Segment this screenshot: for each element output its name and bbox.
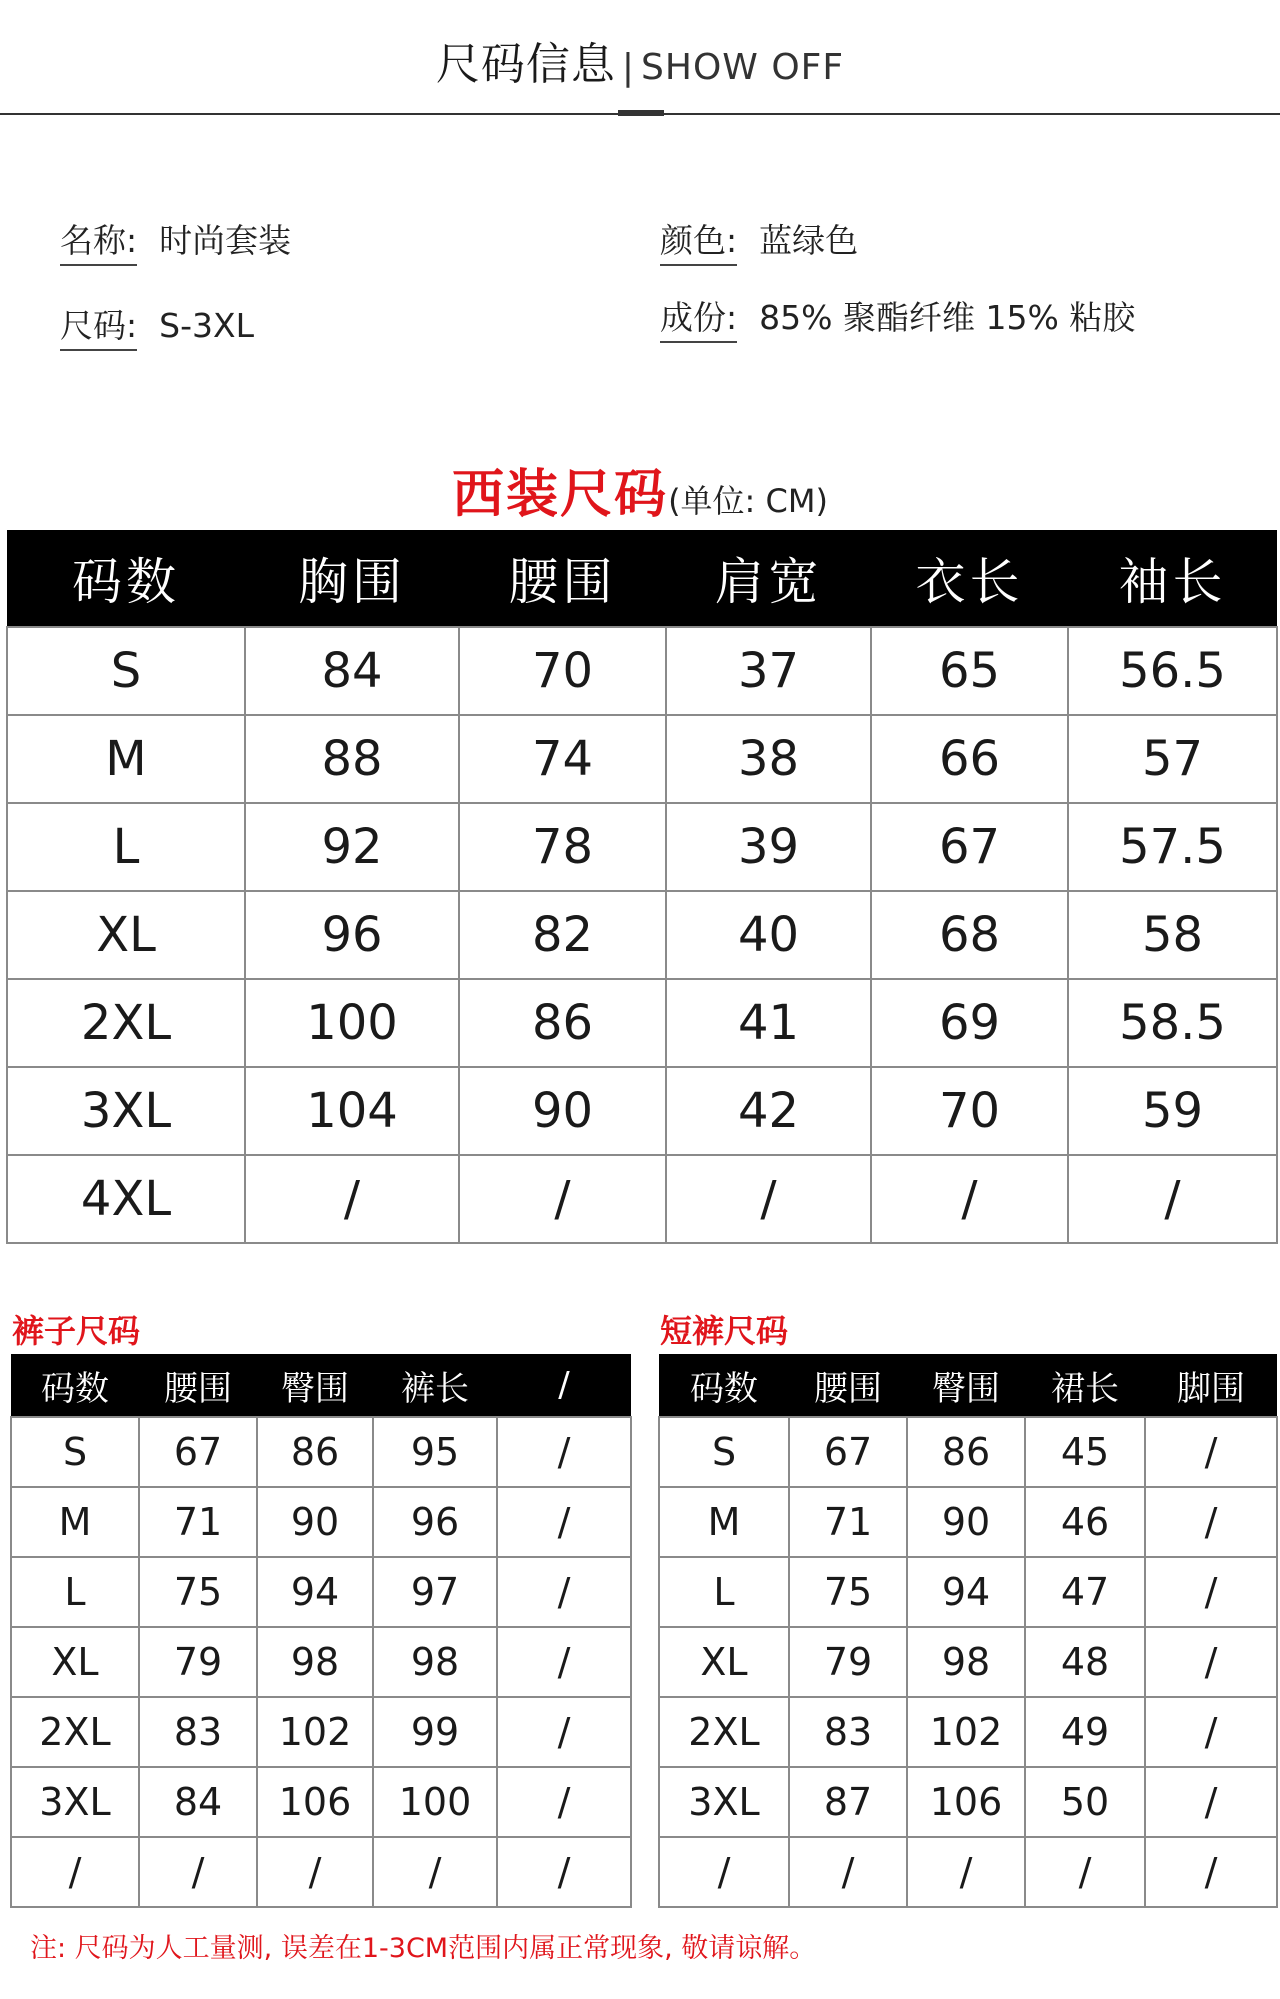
suit-table-cell: 56.5: [1068, 627, 1277, 715]
shorts-table-cell: /: [1145, 1767, 1277, 1837]
suit-header-cell: 胸围: [245, 530, 459, 627]
suit-table-cell: 96: [245, 891, 459, 979]
shorts-header-row: [659, 1354, 1277, 1417]
pants-table-cell: /: [373, 1837, 497, 1907]
shorts-table-cell: 83: [789, 1697, 907, 1767]
pants-header-cell: 码数: [11, 1354, 139, 1417]
suit-table-cell: 92: [245, 803, 459, 891]
suit-table-cell: 41: [666, 979, 871, 1067]
shorts-header-cell: 腰围: [789, 1354, 907, 1417]
shorts-table-cell: /: [659, 1837, 789, 1907]
suit-table-cell: 37: [666, 627, 871, 715]
suit-table-cell: L: [7, 803, 245, 891]
shorts-table-row: [659, 1767, 1277, 1837]
shorts-table-cell: 45: [1025, 1417, 1145, 1487]
shorts-table-cell: 87: [789, 1767, 907, 1837]
suit-table-cell: 65: [871, 627, 1068, 715]
info-name: [60, 215, 291, 266]
pants-table-row: [11, 1837, 631, 1907]
pants-size-table: [10, 1354, 632, 1908]
shorts-table-row: [659, 1697, 1277, 1767]
suit-table-cell: 57.5: [1068, 803, 1277, 891]
shorts-table-cell: /: [1145, 1487, 1277, 1557]
suit-table-cell: /: [666, 1155, 871, 1243]
shorts-table-cell: 79: [789, 1627, 907, 1697]
info-name-value: 时尚套装: [159, 221, 292, 260]
shorts-header-cell: 臀围: [907, 1354, 1025, 1417]
pants-table-cell: 83: [139, 1697, 257, 1767]
pants-table-cell: 95: [373, 1417, 497, 1487]
shorts-size-title: 短裤尺码: [660, 1312, 789, 1350]
shorts-table-cell: 47: [1025, 1557, 1145, 1627]
suit-table-row: [7, 1067, 1277, 1155]
shorts-table-cell: /: [1145, 1837, 1277, 1907]
suit-table-cell: 40: [666, 891, 871, 979]
pants-table-row: [11, 1487, 631, 1557]
shorts-header-cell: 码数: [659, 1354, 789, 1417]
suit-table-cell: 2XL: [7, 979, 245, 1067]
pants-table-cell: /: [497, 1837, 631, 1907]
pants-table-cell: 3XL: [11, 1767, 139, 1837]
header-title-cn: 尺码信息: [435, 39, 616, 90]
shorts-table-cell: L: [659, 1557, 789, 1627]
shorts-table-row: [659, 1837, 1277, 1907]
pants-table-cell: XL: [11, 1627, 139, 1697]
suit-table-cell: XL: [7, 891, 245, 979]
shorts-table-row: [659, 1557, 1277, 1627]
pants-header-cell: 腰围: [139, 1354, 257, 1417]
pants-table-cell: /: [497, 1627, 631, 1697]
pants-table-cell: 98: [373, 1627, 497, 1697]
pants-header-cell: 臀围: [257, 1354, 373, 1417]
pants-table-cell: /: [497, 1487, 631, 1557]
shorts-header-cell: 裙长: [1025, 1354, 1145, 1417]
pants-table-cell: 94: [257, 1557, 373, 1627]
pants-table-cell: 106: [257, 1767, 373, 1837]
pants-size-title: 裤子尺码: [12, 1312, 141, 1350]
shorts-table-cell: /: [1025, 1837, 1145, 1907]
suit-table-row: [7, 715, 1277, 803]
info-material: [660, 292, 1135, 343]
pants-table-cell: 75: [139, 1557, 257, 1627]
shorts-table-cell: /: [1145, 1417, 1277, 1487]
suit-table-cell: 39: [666, 803, 871, 891]
pants-table-cell: 2XL: [11, 1697, 139, 1767]
pants-table-cell: 99: [373, 1697, 497, 1767]
info-name-label: 名称:: [60, 215, 137, 266]
suit-table-cell: 57: [1068, 715, 1277, 803]
pants-table-cell: 96: [373, 1487, 497, 1557]
pants-table-row: [11, 1417, 631, 1487]
suit-table-cell: 58.5: [1068, 979, 1277, 1067]
shorts-table-cell: 102: [907, 1697, 1025, 1767]
suit-table-row: [7, 891, 1277, 979]
suit-table-cell: 104: [245, 1067, 459, 1155]
pants-table-row: [11, 1627, 631, 1697]
pants-table-row: [11, 1697, 631, 1767]
suit-table-cell: /: [1068, 1155, 1277, 1243]
pants-table-cell: /: [11, 1837, 139, 1907]
suit-header-cell: 衣长: [871, 530, 1068, 627]
shorts-table-cell: M: [659, 1487, 789, 1557]
header-divider-accent: [618, 110, 664, 116]
suit-table-cell: 3XL: [7, 1067, 245, 1155]
shorts-table-cell: 48: [1025, 1627, 1145, 1697]
info-size: [60, 300, 254, 351]
suit-table-cell: 100: [245, 979, 459, 1067]
suit-table-cell: S: [7, 627, 245, 715]
suit-table-cell: 82: [459, 891, 666, 979]
shorts-table-cell: 2XL: [659, 1697, 789, 1767]
suit-unit: (单位: CM): [668, 482, 828, 520]
pants-table-row: [11, 1767, 631, 1837]
info-color-label: 颜色:: [660, 215, 737, 266]
pants-table-cell: 86: [257, 1417, 373, 1487]
pants-table-cell: 100: [373, 1767, 497, 1837]
suit-table-row: [7, 1155, 1277, 1243]
pants-table-cell: 102: [257, 1697, 373, 1767]
pants-table-cell: /: [497, 1767, 631, 1837]
shorts-table-cell: S: [659, 1417, 789, 1487]
shorts-table-cell: 71: [789, 1487, 907, 1557]
shorts-table-cell: /: [1145, 1557, 1277, 1627]
shorts-table-row: [659, 1487, 1277, 1557]
shorts-size-table: [658, 1354, 1278, 1908]
suit-table-cell: 68: [871, 891, 1068, 979]
shorts-table-cell: /: [789, 1837, 907, 1907]
suit-table-cell: 88: [245, 715, 459, 803]
pants-header-cell: /: [497, 1354, 631, 1417]
pants-header-row: [11, 1354, 631, 1417]
suit-table-cell: 66: [871, 715, 1068, 803]
pants-table-cell: /: [497, 1557, 631, 1627]
pants-table-cell: M: [11, 1487, 139, 1557]
pants-table-cell: 97: [373, 1557, 497, 1627]
shorts-table-cell: 46: [1025, 1487, 1145, 1557]
suit-table-cell: 70: [871, 1067, 1068, 1155]
shorts-table-cell: 67: [789, 1417, 907, 1487]
pants-table-cell: 98: [257, 1627, 373, 1697]
pants-table-cell: 90: [257, 1487, 373, 1557]
suit-table-cell: 67: [871, 803, 1068, 891]
suit-header-row: [7, 530, 1277, 627]
shorts-table-cell: /: [1145, 1697, 1277, 1767]
pants-table-cell: /: [257, 1837, 373, 1907]
info-color: [660, 215, 858, 266]
pants-table-row: [11, 1557, 631, 1627]
suit-table-row: [7, 803, 1277, 891]
shorts-table-cell: XL: [659, 1627, 789, 1697]
pants-table-cell: L: [11, 1557, 139, 1627]
pants-table-cell: /: [139, 1837, 257, 1907]
shorts-table-cell: 50: [1025, 1767, 1145, 1837]
suit-size-title: [0, 452, 1280, 527]
suit-table-cell: 90: [459, 1067, 666, 1155]
shorts-table-row: [659, 1417, 1277, 1487]
shorts-table-cell: 90: [907, 1487, 1025, 1557]
suit-table-cell: 74: [459, 715, 666, 803]
pants-table-cell: S: [11, 1417, 139, 1487]
pants-table-cell: /: [497, 1697, 631, 1767]
suit-table-row: [7, 979, 1277, 1067]
suit-title: 西装尺码: [452, 465, 669, 525]
suit-table-cell: /: [871, 1155, 1068, 1243]
suit-table-cell: 69: [871, 979, 1068, 1067]
suit-table-row: [7, 627, 1277, 715]
suit-table-cell: M: [7, 715, 245, 803]
shorts-table-cell: 75: [789, 1557, 907, 1627]
pants-table-cell: 71: [139, 1487, 257, 1557]
pants-table-cell: 84: [139, 1767, 257, 1837]
suit-header-cell: 腰围: [459, 530, 666, 627]
shorts-table-cell: 86: [907, 1417, 1025, 1487]
suit-table-cell: 84: [245, 627, 459, 715]
suit-size-table: [6, 530, 1278, 1244]
header-title-en: SHOW OFF: [641, 47, 845, 88]
info-size-value: S-3XL: [159, 306, 254, 345]
suit-table-cell: 59: [1068, 1067, 1277, 1155]
suit-table-cell: 58: [1068, 891, 1277, 979]
suit-table-cell: 78: [459, 803, 666, 891]
measurement-note: 注: 尺码为人工量测, 误差在1-3CM范围内属正常现象, 敬请谅解。: [30, 1933, 817, 1964]
shorts-table-cell: 98: [907, 1627, 1025, 1697]
shorts-table-cell: /: [907, 1837, 1025, 1907]
shorts-table-cell: 3XL: [659, 1767, 789, 1837]
shorts-table-cell: 49: [1025, 1697, 1145, 1767]
suit-table-cell: /: [245, 1155, 459, 1243]
suit-table-cell: 38: [666, 715, 871, 803]
suit-header-cell: 肩宽: [666, 530, 871, 627]
info-color-value: 蓝绿色: [759, 221, 859, 260]
page-header: [0, 0, 1280, 130]
suit-header-cell: 袖长: [1068, 530, 1277, 627]
shorts-header-cell: 脚围: [1145, 1354, 1277, 1417]
header-separator: |: [621, 47, 636, 88]
pants-table-cell: /: [497, 1417, 631, 1487]
pants-table-cell: 79: [139, 1627, 257, 1697]
shorts-table-cell: 106: [907, 1767, 1025, 1837]
suit-table-cell: 86: [459, 979, 666, 1067]
info-size-label: 尺码:: [60, 300, 137, 351]
pants-table-cell: 67: [139, 1417, 257, 1487]
pants-header-cell: 裤长: [373, 1354, 497, 1417]
suit-table-cell: /: [459, 1155, 666, 1243]
suit-table-cell: 70: [459, 627, 666, 715]
info-material-value: 85% 聚酯纤维 15% 粘胶: [759, 298, 1136, 337]
header-title: [0, 28, 1280, 92]
info-material-label: 成份:: [660, 292, 737, 343]
shorts-table-cell: 94: [907, 1557, 1025, 1627]
shorts-table-row: [659, 1627, 1277, 1697]
shorts-table-cell: /: [1145, 1627, 1277, 1697]
suit-table-cell: 4XL: [7, 1155, 245, 1243]
suit-header-cell: 码数: [7, 530, 245, 627]
suit-table-cell: 42: [666, 1067, 871, 1155]
